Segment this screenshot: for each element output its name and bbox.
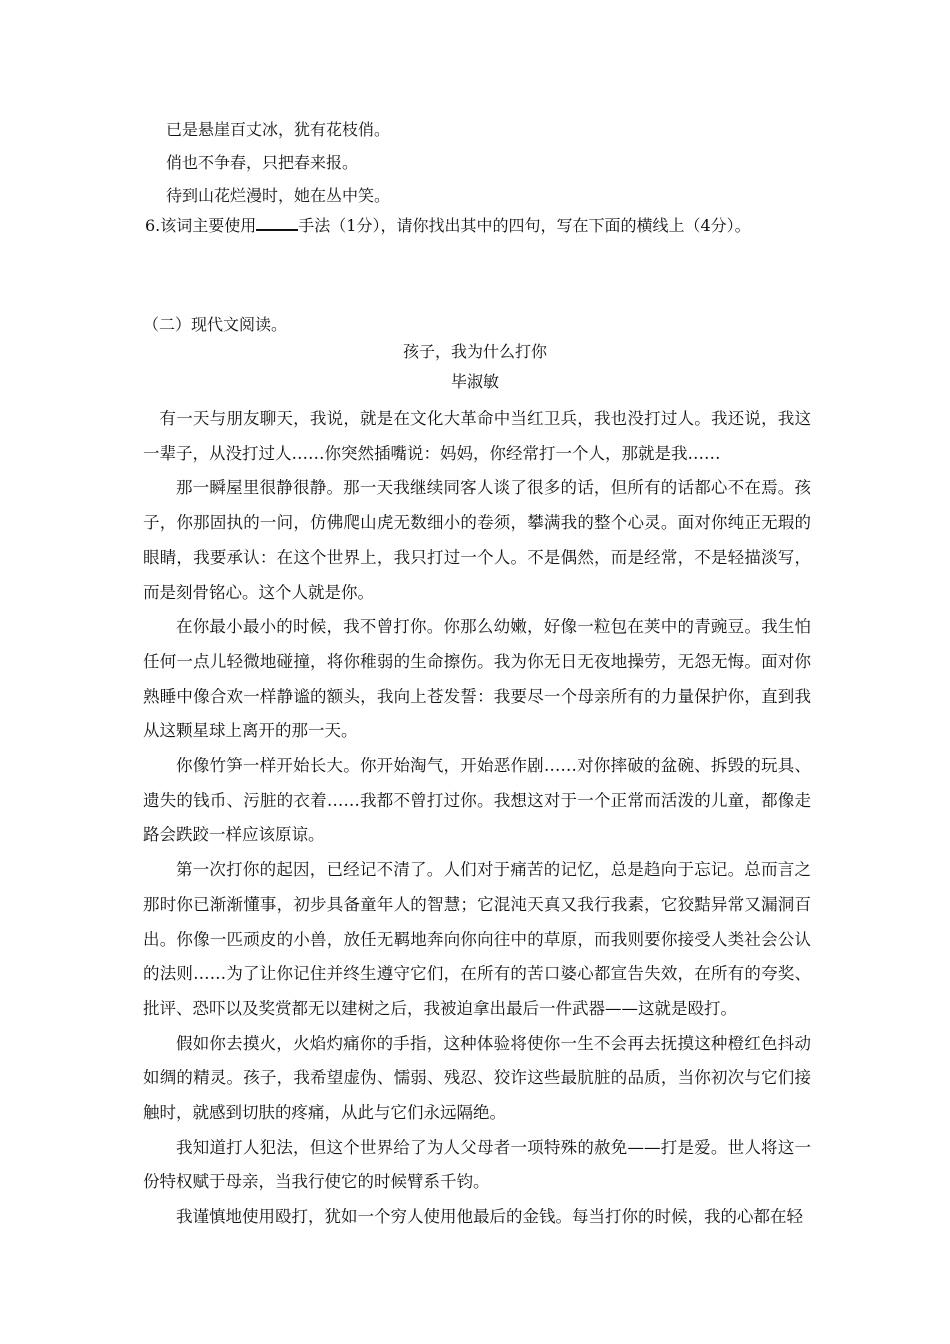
paragraph: 第一次打你的起因，已经记不清了。人们对于痛苦的记忆，总是趋向于忘记。总而言之那时你已渐渐懂事，初步具备童年人的智慧；它混沌天真又我行我素，它狡黠异常又漏洞百出。你像一匹顽皮的小兽，放任无羁地奔向你向往中的草原，而我则要你接受人类社会公认的法则……为了让你记住并终生遵守它们，在所有的苦口婆心都宣告失效，在所有的夸奖、批评、恐吓以及奖赏都无以建树之后，我被迫拿出最后一件武器——这就是殴打。: [143, 860, 811, 1018]
poem-line-3: 待到山花烂漫时，她在丛中笑。: [166, 186, 391, 205]
paragraph: 那一瞬屋里很静很静。那一天我继续同客人谈了很多的话，但所有的话都心不在焉。孩子，你那固执的一问，仿佛爬山虎无数细小的卷须，攀满我的整个心灵。面对你纯正无瑕的眼睛，我要承认：在这个世界上，我只打过一个人。不是偶然，而是经常，不是轻描淡写，而是刻骨铭心。这个人就是你。: [143, 478, 811, 602]
poem-line-2: 俏也不争春，只把春来报。: [166, 153, 359, 172]
question-suffix: 手法（1分），请你找出其中的四句，写在下面的横线上（4分）。: [298, 216, 751, 235]
paragraph: 我知道打人犯法，但这个世界给了为人父母者一项特殊的赦免——打是爱。世人将这一份特权赋于母亲，当我行使它的时候臂系千钧。: [143, 1137, 811, 1192]
article-title: 孩子，我为什么打你: [402, 342, 547, 361]
paragraph: 在你最小最小的时候，我不曾打你。你那么幼嫩，好像一粒包在荚中的青豌豆。我生怕任何一点儿轻微地碰撞，将你稚弱的生命擦伤。我为你无日无夜地操劳，无怨无悔。面对你熟睡中像合欢一样静谧的额头，我向上苍发誓：我要尽一个母亲所有的力量保护你，直到我从这颗星球上离开的那一天。: [143, 617, 811, 741]
answer-blank[interactable]: [256, 215, 298, 231]
article-body: [143, 402, 811, 1235]
question-6: [145, 215, 751, 236]
paragraph: 我谨慎地使用殴打，犹如一个穷人使用他最后的金钱。每当打你的时候，我的心都在轻: [176, 1207, 803, 1227]
poem-line-1: 已是悬崖百丈冰，犹有花枝俏。: [166, 120, 391, 139]
paragraph: 你像竹笋一样开始长大。你开始淘气，开始恶作剧……对你摔破的盆碗、拆毁的玩具、遗失的钱币、污脏的衣着……我都不曾打过你。我想这对于一个正常而活泼的儿童，都像走路会跌跤一样应该原谅。: [143, 756, 811, 845]
section-heading: （二）现代文阅读。: [143, 315, 288, 334]
paragraph: 有一天与朋友聊天，我说，就是在文化大革命中当红卫兵，我也没打过人。我还说，我这一辈子，从没打过人……你突然插嘴说：妈妈，你经常打一个人，那就是我……: [143, 409, 811, 463]
paragraph: 假如你去摸火，火焰灼痛你的手指，这种体验将使你一生不会再去抚摸这种橙红色抖动如绸的精灵。孩子，我希望虚伪、懦弱、残忍、狡诈这些最肮脏的品质，当你初次与它们接触时，就感到切肤的疼痛，从此与它们永远隔绝。: [143, 1033, 811, 1123]
question-prefix: 6.该词主要使用: [145, 216, 257, 235]
article-author: 毕淑敏: [450, 372, 499, 391]
